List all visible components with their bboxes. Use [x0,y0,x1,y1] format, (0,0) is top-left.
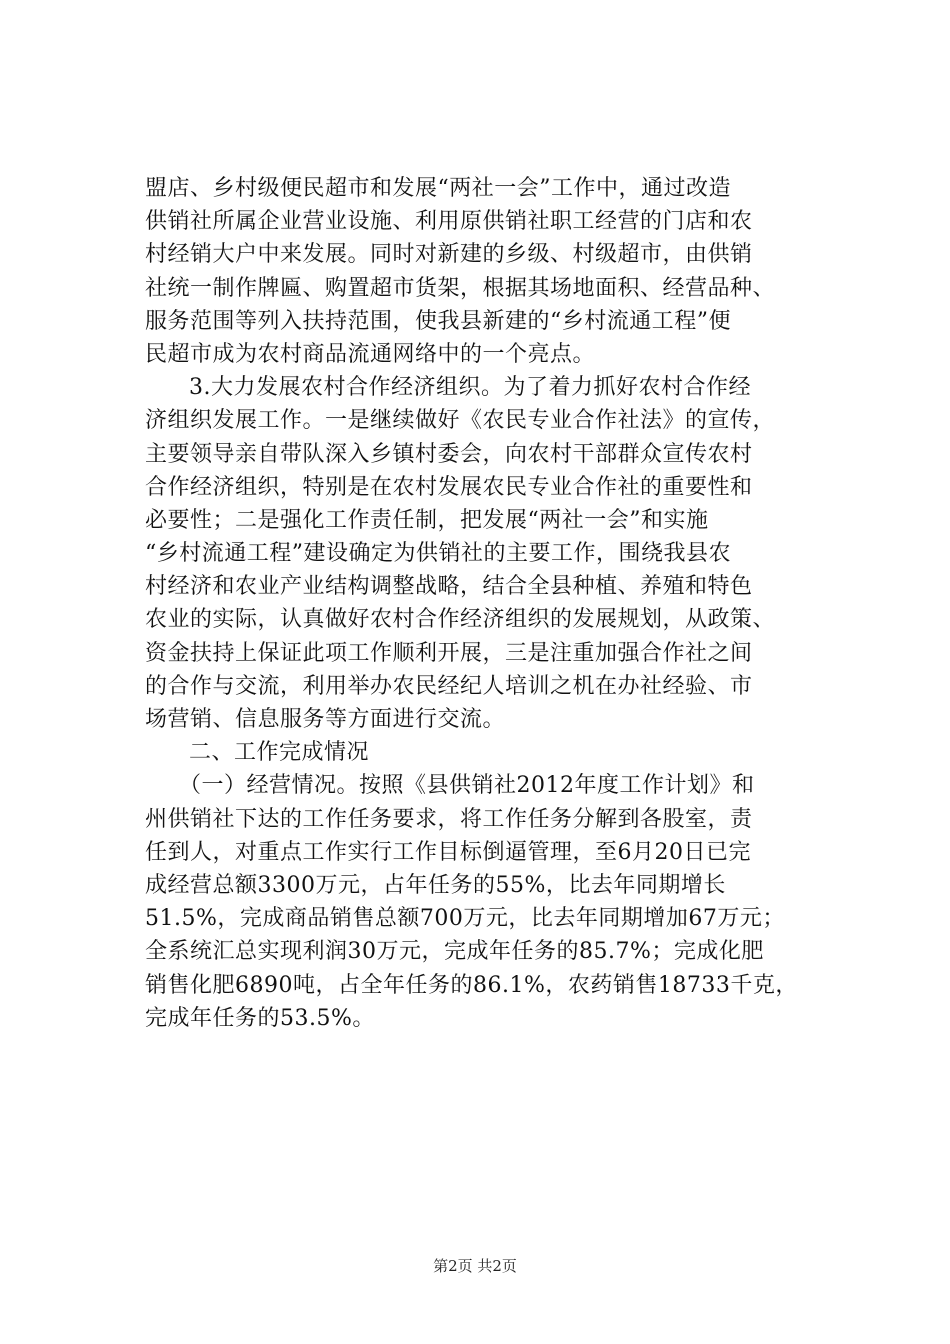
body-line: 资金扶持上保证此项工作顺利开展，三是注重加强合作社之间 [145,640,753,666]
body-line: 济组织发展工作。一是继续做好《农民专业合作社法》的宣传， [145,408,776,434]
body-line: 盟店、乡村级便民超市和发展“两社一会”工作中，通过改造 [145,176,731,201]
page-number-footer: 第2页 共2页 [433,1257,517,1275]
body-line: 完成年任务的53.5%。 [145,1005,375,1031]
body-line: 主要领导亲自带队深入乡镇村委会，向农村干部群众宣传农村 [145,441,753,467]
body-line: 51.5%，完成商品销售总额700万元，比去年同期增加67万元； [145,906,785,932]
body-line: 成经营总额3300万元，占年任务的55%，比去年同期增长 [145,872,726,898]
body-line: 全系统汇总实现利润30万元，完成年任务的85.7%；完成化肥 [145,939,764,965]
body-line: 农业的实际，认真做好农村合作经济组织的发展规划，从政策、 [145,607,776,633]
body-line: 场营销、信息服务等方面进行交流。 [145,707,506,732]
body-line: 销售化肥6890吨，占全年任务的86.1%，农药销售18733千克， [145,972,798,998]
paragraph-start-line: 3.大力发展农村合作经济组织。为了着力抓好农村合作经 [189,375,751,401]
section-heading: 二、工作完成情况 [189,740,370,766]
paragraph-start-line: （一）经营情况。按照《县供销社2012年度工作计划》和 [179,773,755,799]
body-line: 社统一制作牌匾、购置超市货架，根据其场地面积、经营品种、 [145,275,776,301]
body-line: 民超市成为农村商品流通网络中的一个亮点。 [145,341,596,367]
body-line: 村经销大户中来发展。同时对新建的乡级、村级超市，由供销 [145,242,753,268]
body-line: 供销社所属企业营业设施、利用原供销社职工经营的门店和农 [145,209,753,235]
document-body [145,172,835,1035]
body-line: 服务范围等列入扶持范围，使我县新建的“乡村流通工程”便 [145,308,731,334]
body-line: 任到人，对重点工作实行工作目标倒逼管理，至6月20日已完 [145,839,751,865]
body-line: 州供销社下达的工作任务要求，将工作任务分解到各股室，责 [145,806,753,832]
body-line: 村经济和农业产业结构调整战略，结合全县种植、养殖和特色 [145,574,753,600]
body-line: 的合作与交流，利用举办农民经纪人培训之机在办社经验、市 [145,673,753,699]
body-line: “乡村流通工程”建设确定为供销社的主要工作，围绕我县农 [145,541,731,567]
body-line: 合作经济组织，特别是在农村发展农民专业合作社的重要性和 [145,474,753,500]
body-line: 必要性；二是强化工作责任制，把发展“两社一会”和实施 [145,507,709,533]
